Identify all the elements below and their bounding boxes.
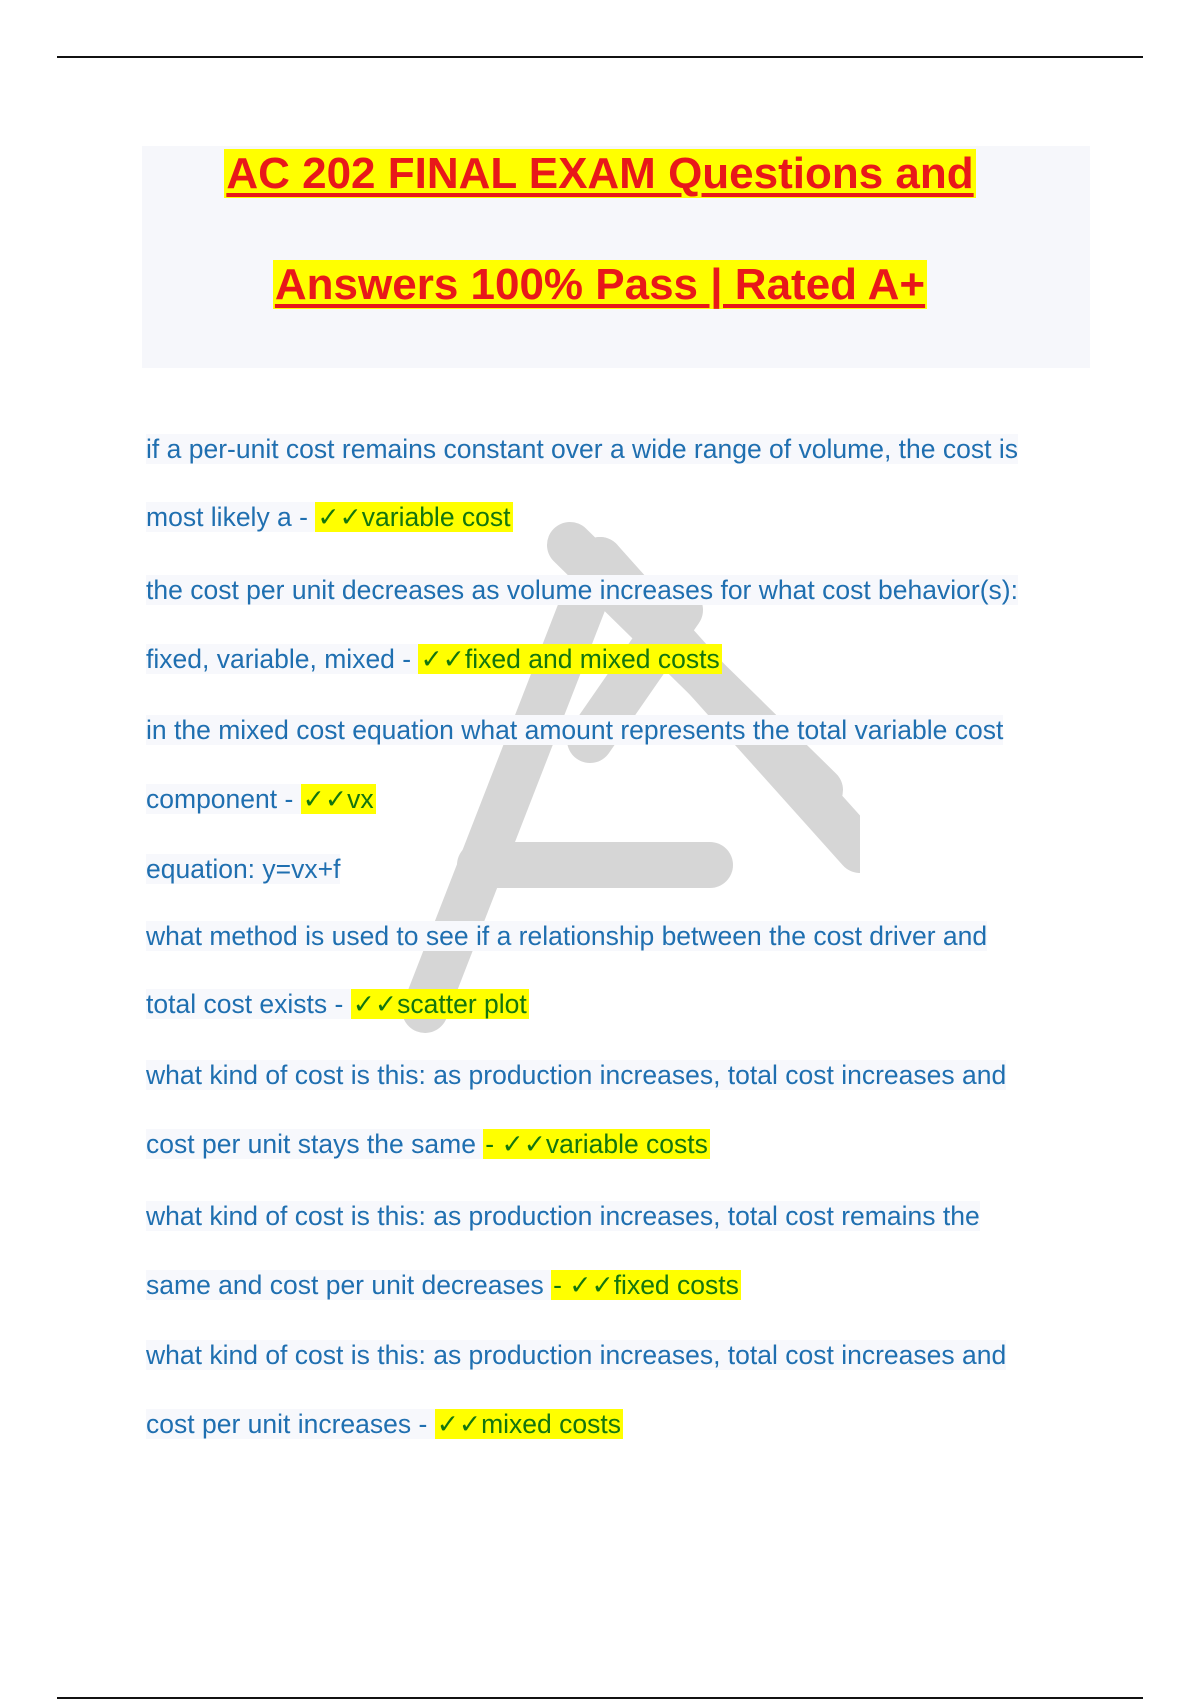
question-line: equation: y=vx+f bbox=[146, 854, 341, 884]
answer-highlight: ✓✓fixed and mixed costs bbox=[420, 644, 720, 674]
answer-highlight: ✓✓vx bbox=[302, 784, 374, 814]
question-line: same and cost per unit decreases - ✓✓fixed costs bbox=[146, 1270, 739, 1300]
question-line: what kind of cost is this: as production increases, total cost increases and bbox=[146, 1060, 1007, 1090]
bottom-rule bbox=[57, 1697, 1143, 1699]
answer-highlight: ✓✓scatter plot bbox=[352, 989, 527, 1019]
answer-highlight: - ✓✓fixed costs bbox=[553, 1270, 739, 1300]
answer-highlight: ✓✓variable cost bbox=[317, 502, 511, 532]
question-line: the cost per unit decreases as volume increases for what cost behavior(s): bbox=[146, 575, 1018, 605]
question-line: what kind of cost is this: as production increases, total cost remains the bbox=[146, 1201, 980, 1231]
question-line: most likely a - ✓✓variable cost bbox=[146, 502, 511, 532]
question-line: what method is used to see if a relationship between the cost driver and bbox=[146, 921, 988, 951]
question-line: fixed, variable, mixed - ✓✓fixed and mixed costs bbox=[146, 644, 720, 674]
top-rule bbox=[57, 56, 1143, 58]
document-title-line-2: Answers 100% Pass | Rated A+ bbox=[274, 260, 926, 309]
question-line: cost per unit stays the same - ✓✓variable costs bbox=[146, 1129, 708, 1159]
document-title-line-1: AC 202 FINAL EXAM Questions and bbox=[226, 149, 974, 198]
question-line: component - ✓✓vx bbox=[146, 784, 374, 814]
question-line: if a per-unit cost remains constant over a wide range of volume, the cost is bbox=[146, 434, 1018, 464]
answer-highlight: ✓✓mixed costs bbox=[436, 1409, 621, 1439]
question-line: what kind of cost is this: as production increases, total cost increases and bbox=[146, 1340, 1007, 1370]
question-line: in the mixed cost equation what amount represents the total variable cost bbox=[146, 715, 1004, 745]
question-line: cost per unit increases - ✓✓mixed costs bbox=[146, 1409, 621, 1439]
answer-highlight: - ✓✓variable costs bbox=[485, 1129, 708, 1159]
question-line: total cost exists - ✓✓scatter plot bbox=[146, 989, 527, 1019]
